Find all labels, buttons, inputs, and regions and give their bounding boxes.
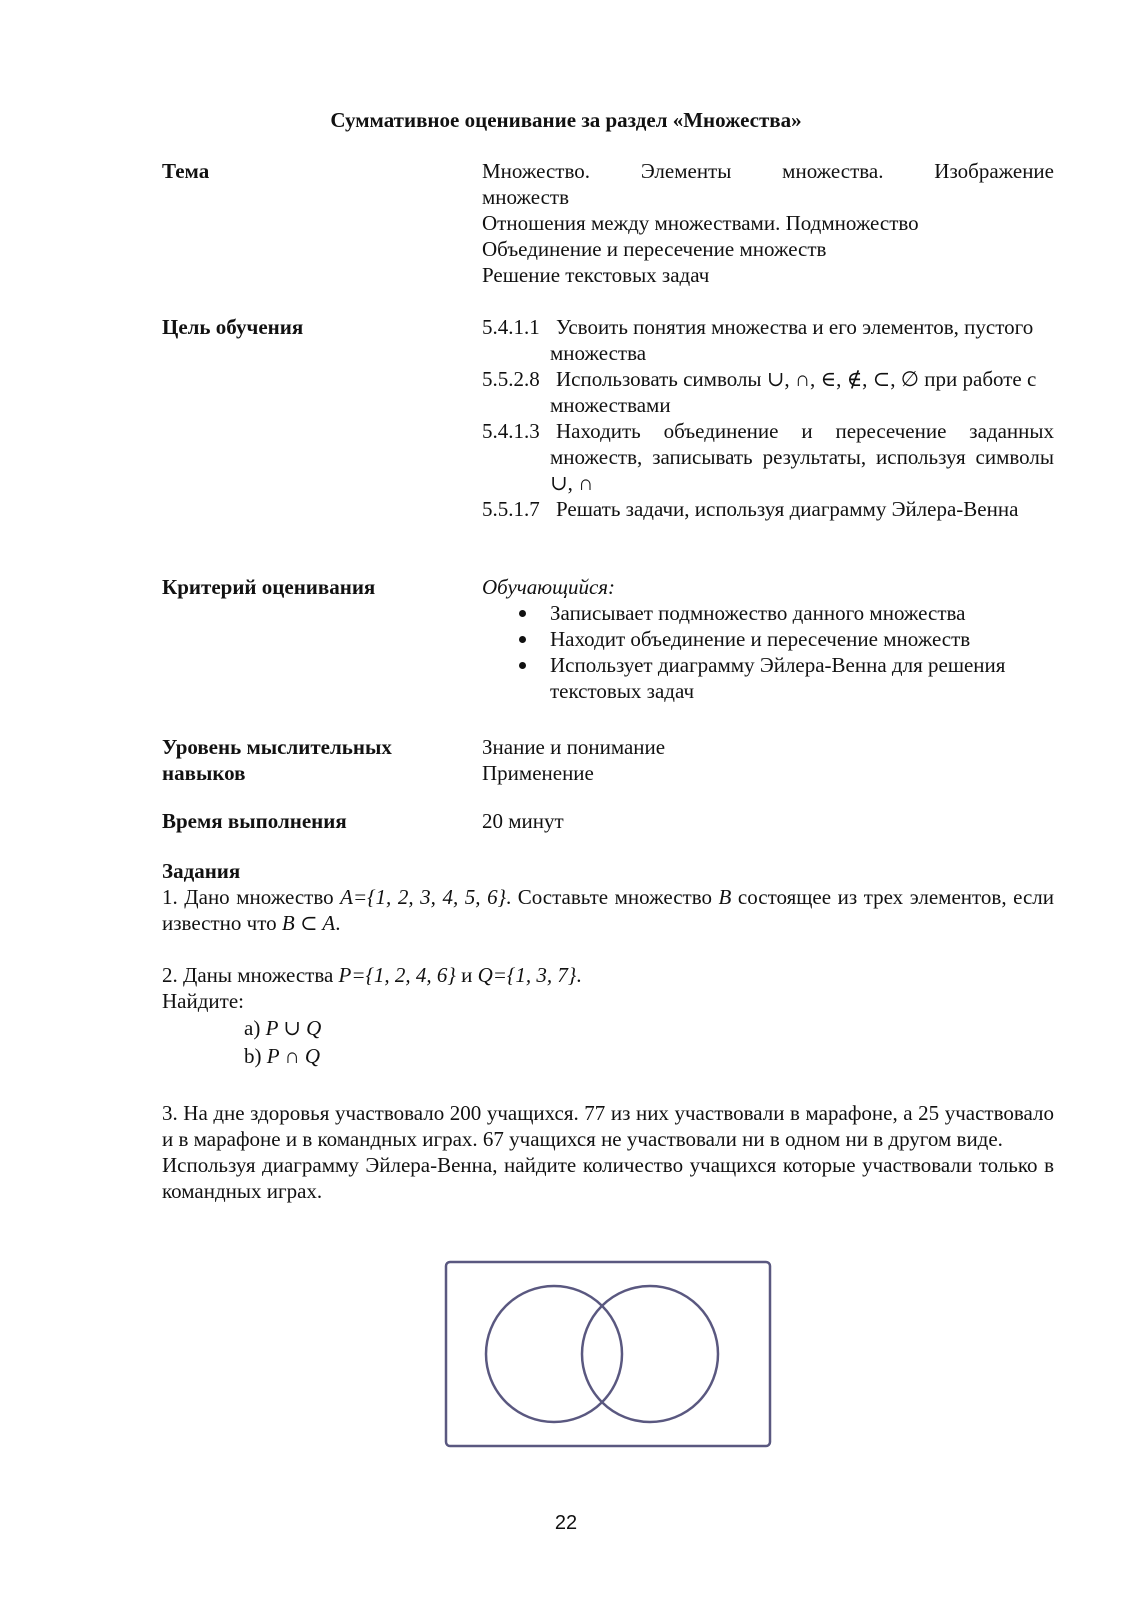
topic-content [482,158,1054,288]
skills-content [482,734,1054,786]
var-b: B [718,885,732,909]
criteria-item: Записывает подмножество данного множества [482,600,1054,626]
task-2-text: . [576,963,582,987]
tasks-heading: Задания [162,859,241,883]
goal-text: Находить объединение и пересечение заданных множеств, записывать результаты, используя символы ∪, ∩ [550,419,1054,495]
set-p: P={1, 2, 4, 6} [338,963,456,987]
topic-line: Множество. Элементы множества. Изображение [482,159,1054,183]
task-3-question: Используя диаграмму Эйлера-Венна, найдите количество учащихся которые участвовали только в командных играх. [162,1153,1054,1203]
task-2-find: Найдите: [162,989,244,1013]
goal-item [482,366,1054,418]
task-1-text: 1. Дано множество [162,885,341,909]
task-2-text: и [455,963,478,987]
criteria-item: Использует диаграмму Эйлера-Венна для решения текстовых задач [482,652,1054,704]
task-1-text: . Составьте множество [505,885,719,909]
goal-text: Усвоить понятия множества и его элементов, пустого множества [550,315,1034,365]
goal-item [482,314,1054,366]
universal-set-rect [446,1262,770,1446]
subset-expression: B ⊂ A [281,911,336,935]
task-1-text: состоящее из трех элементов, если известно что [162,885,1055,935]
goal-item [482,418,1054,496]
page-title: Суммативное оценивание за раздел «Множества» [330,108,802,132]
topic-line: Объединение и пересечение множеств [482,237,827,261]
topic-line: множеств [482,185,569,209]
topic-line: Решение текстовых задач [482,263,710,287]
goals-label: Цель обучения [162,315,304,339]
criteria-item: Находит объединение и пересечение множеств [482,626,1054,652]
goal-item [482,496,1054,522]
goal-code: 5.5.1.7 [482,497,540,521]
venn-diagram [444,1260,774,1450]
time-label: Время выполнения [162,809,347,833]
union-expression: P ∪ Q [265,1016,322,1040]
goal-code: 5.4.1.3 [482,419,540,443]
skills-label: Уровень мыслительных навыков [162,735,392,785]
goal-text: Решать задачи, используя диаграмму Эйлера-Венна [556,497,1019,521]
task-3-text: 3. На дне здоровья участвовало 200 учащихся. 77 из них участвовали в марафоне, а 25 участвовало и в марафоне и в командных играх. 67 учащихся не участвовали ни в одном ни в другом виде. [162,1101,1054,1151]
intersection-expression: P ∩ Q [266,1044,321,1068]
set-q: Q={1, 3, 7} [477,963,577,987]
task-2-text: 2. Даны множества [162,963,339,987]
skill-item: Знание и понимание [482,735,666,759]
task-1-text: . [335,911,341,935]
page-number: 22 [554,1512,578,1534]
topic-label: Тема [162,159,210,183]
skill-item: Применение [482,761,594,785]
criteria-label: Критерий оценивания [162,575,376,599]
goal-code: 5.5.2.8 [482,367,540,391]
sub-a-label: a) [244,1016,266,1040]
topic-line: Отношения между множествами. Подмножество [482,211,919,235]
goal-code: 5.4.1.1 [482,315,540,339]
sub-b-label: b) [244,1044,267,1068]
task-1 [162,884,1054,936]
criteria-content [482,574,1054,704]
set-a: A={1, 2, 3, 4, 5, 6} [340,885,506,909]
goals-list [482,314,1054,522]
time-value: 20 минут [482,809,564,833]
criteria-intro: Обучающийся: [482,575,616,599]
task-3 [162,1100,1054,1204]
task-2 [162,962,1054,1070]
venn-circle-right [582,1286,718,1422]
goal-text: Использовать символы ∪, ∩, ∈, ∉, ⊂, ∅ при работе с множествами [550,367,1037,417]
